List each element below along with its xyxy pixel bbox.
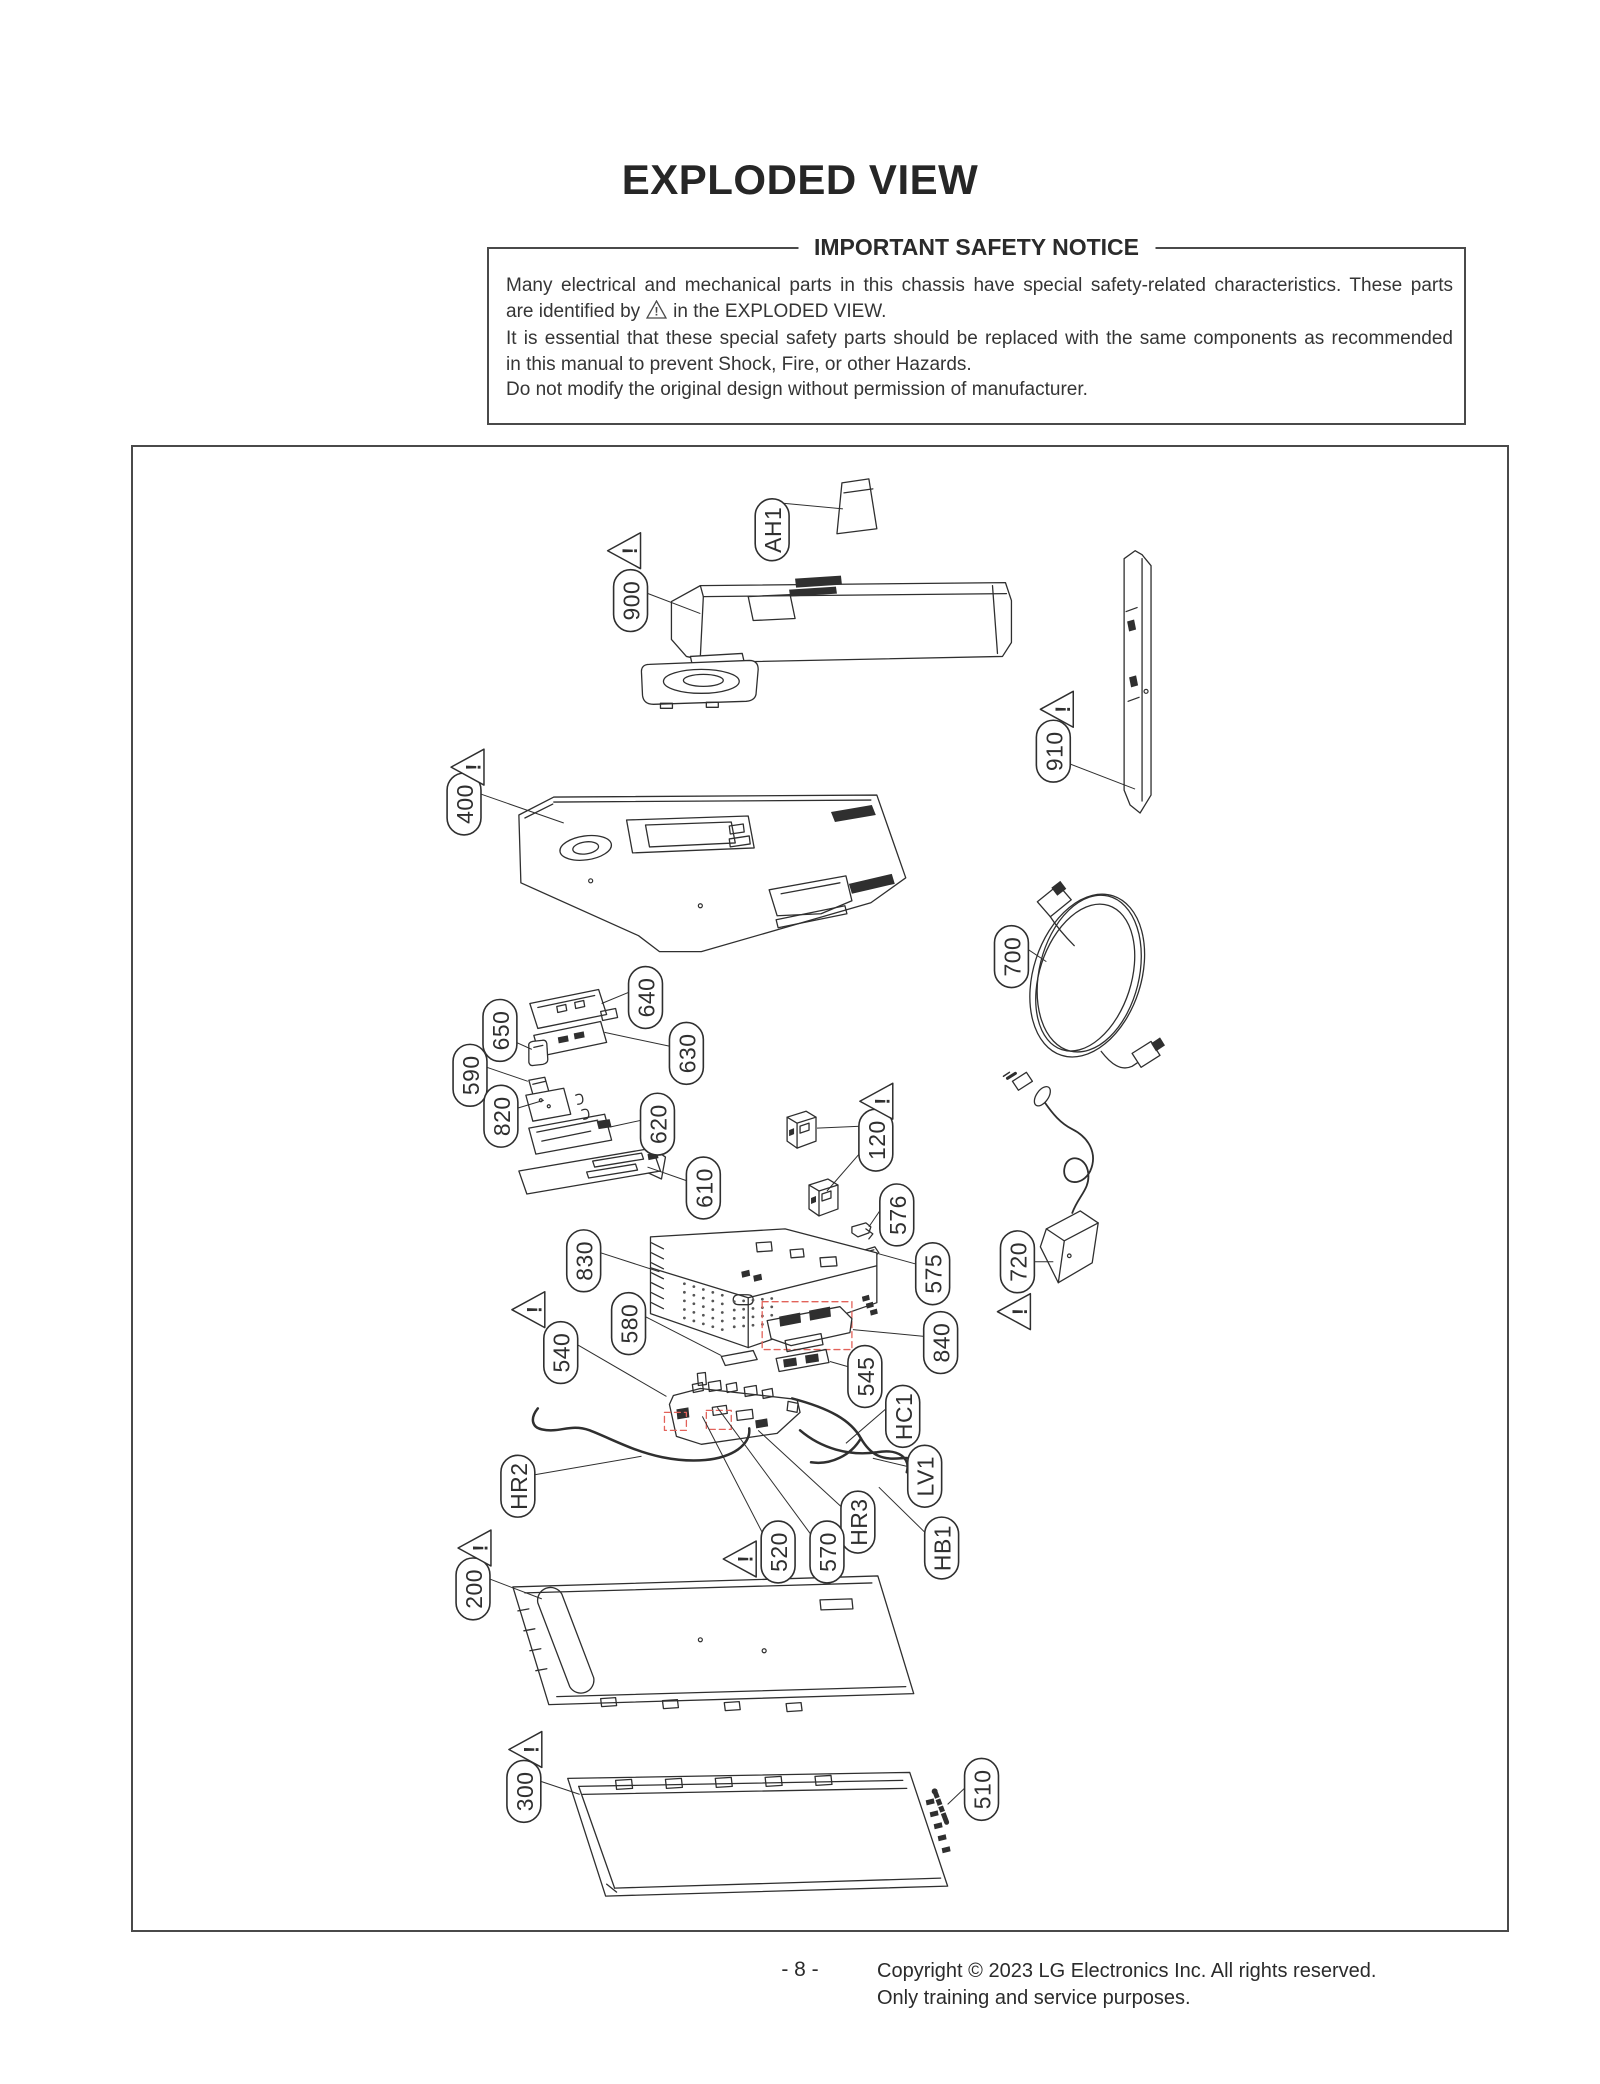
svg-text:!: ! <box>469 1544 493 1552</box>
svg-text:720: 720 <box>1005 1241 1032 1282</box>
notice-line-4: in this manual to prevent Shock, Fire, or other Hazards. <box>506 353 972 375</box>
callout-LV1 <box>908 1445 942 1507</box>
notice-line-3: It is essential that these special safety parts should be replaced with the same components as recommended <box>506 328 1453 349</box>
svg-text:LV1: LV1 <box>912 1455 939 1497</box>
part-signal-cable-700 <box>1010 879 1165 1072</box>
page-number: - 8 - <box>781 1958 819 1981</box>
svg-text:HR2: HR2 <box>505 1462 532 1510</box>
copyright-line-1: Copyright © 2023 LG Electronics Inc. All rights reserved. <box>877 1960 1377 1982</box>
svg-text:620: 620 <box>645 1104 672 1145</box>
safety-notice-text <box>489 249 1464 403</box>
svg-text:400: 400 <box>452 784 479 824</box>
callout-640 <box>629 967 663 1029</box>
callout-120 <box>859 1109 893 1171</box>
callout-910 <box>1036 720 1070 782</box>
notice-line-1: Many electrical and mechanical parts in this chassis have special safety-related characteristics. These parts <box>506 275 1453 296</box>
svg-text:AH1: AH1 <box>760 506 787 553</box>
callout-540 <box>544 1322 578 1384</box>
copyright-line-2: Only training and service purposes. <box>877 1987 1191 2009</box>
part-clip-650 <box>529 1040 548 1065</box>
svg-text:300: 300 <box>511 1771 538 1812</box>
svg-text:HB1: HB1 <box>929 1524 956 1572</box>
part-cable-holder-ah1 <box>837 479 877 534</box>
part-middle-frame-200 <box>513 1576 914 1712</box>
svg-text:650: 650 <box>487 1010 514 1051</box>
part-stand-900 <box>641 576 1011 709</box>
part-screw-510 <box>932 1788 949 1822</box>
callout-900 <box>614 570 648 632</box>
part-speaker-120-a <box>787 1111 816 1148</box>
warning-triangle-icon <box>997 1294 1031 1330</box>
part-main-board-520 <box>664 1373 800 1445</box>
callout-590 <box>453 1044 487 1106</box>
callout-510 <box>965 1758 999 1820</box>
notice-line-2-before: are identified by <box>506 300 641 322</box>
svg-text:HR3: HR3 <box>845 1498 872 1546</box>
callout-200 <box>456 1558 490 1620</box>
part-board-545 <box>776 1350 829 1372</box>
callout-650 <box>483 1000 517 1062</box>
callout-575 <box>916 1243 950 1305</box>
callout-576 <box>880 1184 914 1246</box>
callout-570 <box>810 1521 844 1583</box>
svg-text:120: 120 <box>863 1120 890 1161</box>
svg-text:590: 590 <box>458 1055 485 1096</box>
svg-text:200: 200 <box>461 1569 488 1609</box>
svg-text:610: 610 <box>691 1168 718 1208</box>
svg-text:576: 576 <box>884 1195 911 1235</box>
svg-text:!: ! <box>734 1555 758 1563</box>
warning-triangle-icon <box>512 1292 546 1328</box>
svg-text:!: ! <box>523 1306 547 1314</box>
svg-text:!: ! <box>1051 705 1075 713</box>
warning-triangle-icon <box>723 1541 757 1577</box>
callout-HC1 <box>886 1385 920 1447</box>
part-rail-610 <box>519 1148 666 1194</box>
exploded-view-diagram-frame <box>131 445 1509 1932</box>
callout-HB1 <box>925 1517 959 1579</box>
part-stand-base-plate-910 <box>1124 551 1151 813</box>
part-bracket-640 <box>530 990 618 1029</box>
svg-text:570: 570 <box>814 1532 841 1572</box>
callout-580 <box>612 1293 646 1355</box>
callout-300 <box>507 1760 541 1822</box>
callout-400 <box>447 773 481 835</box>
callout-630 <box>669 1022 703 1084</box>
callout-HR3 <box>841 1491 875 1553</box>
safety-notice-heading: IMPORTANT SAFETY NOTICE <box>798 234 1155 261</box>
svg-text:545: 545 <box>852 1356 879 1397</box>
svg-text:630: 630 <box>674 1033 701 1074</box>
svg-text:!: ! <box>520 1745 544 1753</box>
svg-text:HC1: HC1 <box>890 1392 917 1441</box>
svg-text:820: 820 <box>488 1096 515 1137</box>
part-strip-580 <box>721 1351 757 1366</box>
part-panel-300 <box>568 1772 951 1896</box>
svg-text:840: 840 <box>928 1322 955 1363</box>
svg-text:!: ! <box>654 304 659 318</box>
svg-text:830: 830 <box>571 1240 598 1281</box>
callout-610 <box>686 1157 720 1219</box>
part-back-cover-400 <box>519 795 906 952</box>
callout-520 <box>761 1521 795 1583</box>
callout-700 <box>994 926 1028 988</box>
part-speaker-120-b <box>809 1179 838 1216</box>
svg-text:520: 520 <box>766 1532 793 1572</box>
notice-line-5: Do not modify the original design without permission of manufacturer. <box>506 379 1088 400</box>
notice-line-2 <box>506 299 1453 327</box>
svg-text:580: 580 <box>616 1303 643 1344</box>
callout-720 <box>1000 1231 1034 1293</box>
warning-triangle-icon <box>646 300 667 327</box>
svg-text:510: 510 <box>969 1769 996 1810</box>
page-title: EXPLODED VIEW <box>621 156 979 203</box>
svg-text:!: ! <box>462 763 486 771</box>
callout-620 <box>641 1093 675 1155</box>
svg-text:!: ! <box>1008 1308 1032 1316</box>
copyright-note <box>877 1958 1376 2012</box>
svg-text:900: 900 <box>618 580 645 621</box>
callout-HR2 <box>501 1455 535 1517</box>
callout-545 <box>848 1346 882 1408</box>
safety-notice-box <box>487 234 1466 425</box>
callout-830 <box>567 1230 601 1292</box>
callout-840 <box>924 1312 958 1374</box>
svg-text:700: 700 <box>999 936 1026 977</box>
svg-text:!: ! <box>871 1097 895 1105</box>
callout-820 <box>484 1085 518 1147</box>
exploded-view-diagram <box>133 447 1507 1930</box>
notice-line-2-after: in the EXPLODED VIEW. <box>673 300 887 322</box>
warning-triangle-icon <box>608 533 642 569</box>
svg-text:540: 540 <box>548 1332 575 1373</box>
svg-text:!: ! <box>619 547 643 555</box>
svg-text:910: 910 <box>1041 731 1068 772</box>
svg-text:640: 640 <box>633 977 660 1018</box>
svg-text:575: 575 <box>920 1253 947 1294</box>
callout-AH1 <box>755 499 789 561</box>
